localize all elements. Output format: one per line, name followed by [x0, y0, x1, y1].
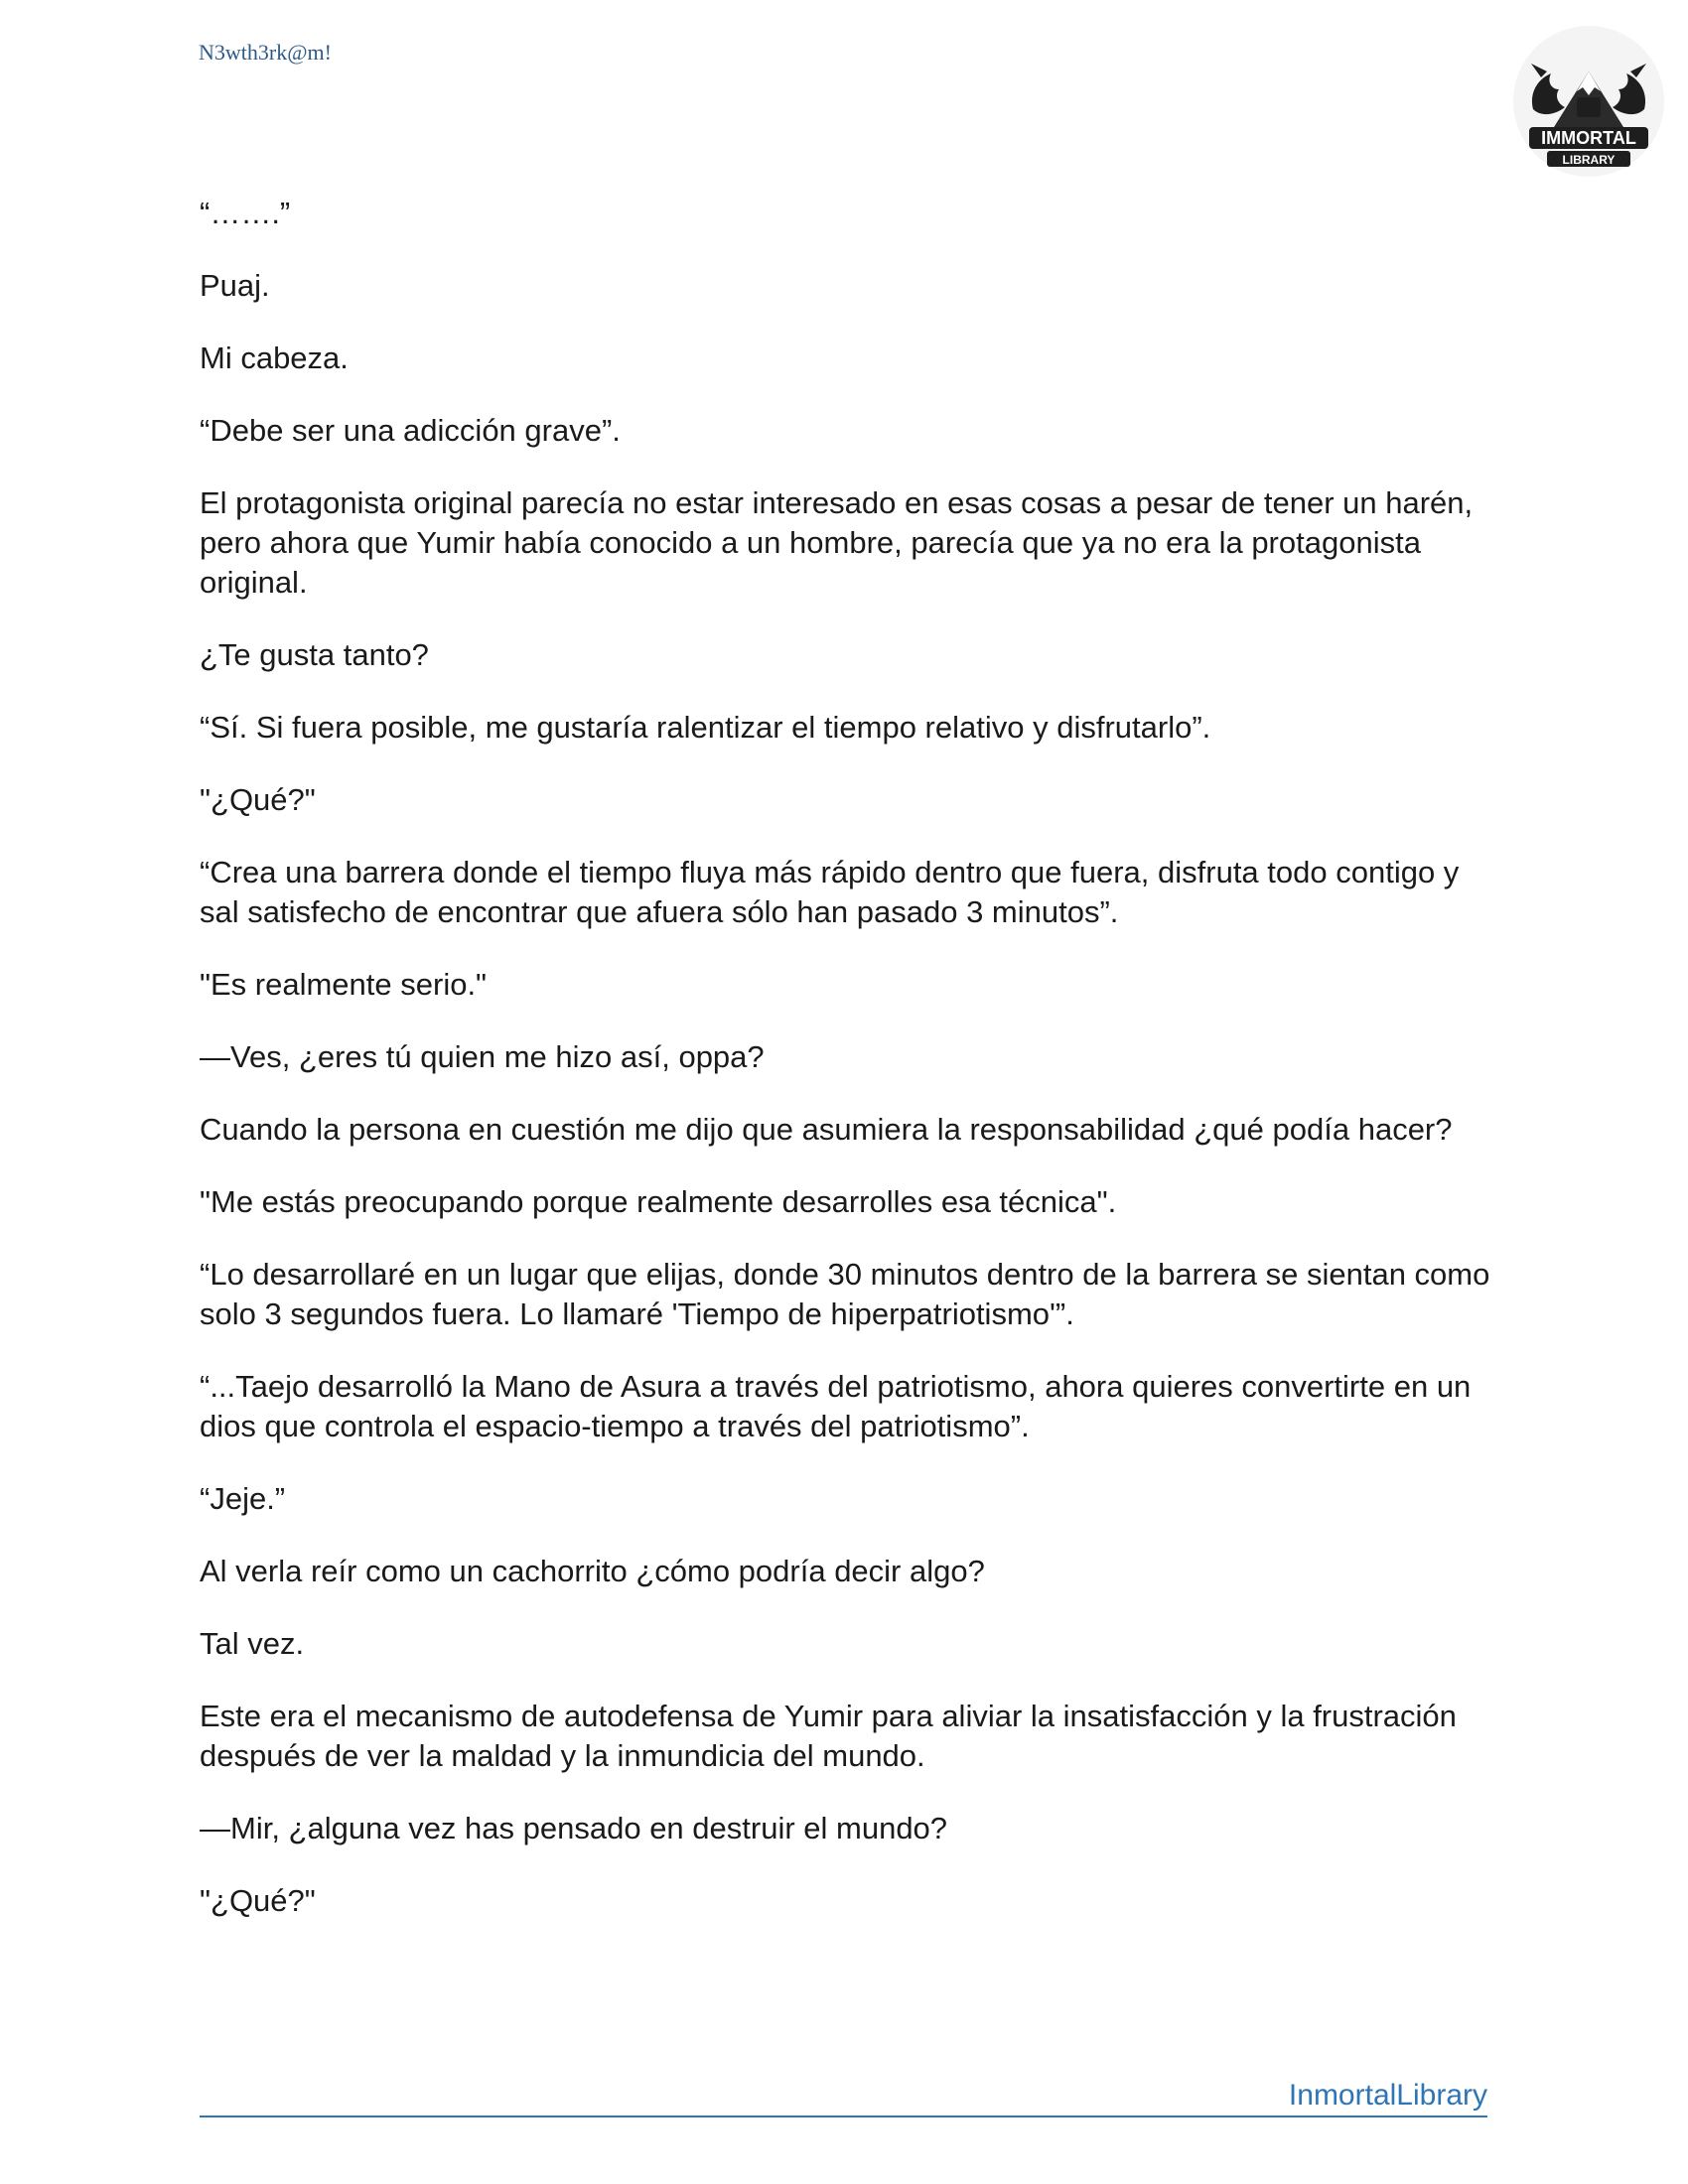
footer-divider — [200, 2116, 1487, 2117]
paragraph: “...Taejo desarrolló la Mano de Asura a través del patriotismo, ahora quieres convertirte en un dios que controla el espacio-tiempo a través del patriotismo”. — [200, 1369, 1472, 1443]
watermark-text: N3wth3rk@m! — [199, 40, 332, 65]
paragraph: "Me estás preocupando porque realmente desarrolles esa técnica". — [200, 1184, 1117, 1219]
document-body — [200, 194, 1490, 1954]
paragraph: Puaj. — [200, 268, 270, 303]
paragraph: ¿Te gusta tanto? — [200, 637, 429, 672]
footer-link[interactable]: InmortalLibrary — [1288, 2079, 1487, 2112]
immortal-library-logo — [1511, 24, 1666, 179]
paragraph: “Sí. Si fuera posible, me gustaría ralentizar el tiempo relativo y disfrutarlo”. — [200, 710, 1211, 745]
paragraph: Tal vez. — [200, 1626, 305, 1661]
paragraph: “Debe ser una adicción grave”. — [200, 413, 621, 448]
paragraph: El protagonista original parecía no estar interesado en esas cosas a pesar de tener un harén, pero ahora que Yumir había conocido a un hombre, parecía que ya no era la protagonista original. — [200, 485, 1474, 600]
paragraph: “Crea una barrera donde el tiempo fluya más rápido dentro que fuera, disfruta todo contigo y sal satisfecho de encontrar que afuera sólo han pasado 3 minutos”. — [200, 855, 1460, 929]
paragraph: "¿Qué?" — [200, 782, 316, 817]
logo-text-bottom: LIBRARY — [1562, 153, 1616, 167]
paragraph: "¿Qué?" — [200, 1883, 316, 1918]
paragraph: "Es realmente serio." — [200, 967, 488, 1002]
paragraph: “Jeje.” — [200, 1481, 286, 1516]
paragraph: “…….” — [200, 196, 291, 230]
paragraph: Al verla reír como un cachorrito ¿cómo podría decir algo? — [200, 1554, 985, 1588]
paragraph: “Lo desarrollaré en un lugar que elijas, donde 30 minutos dentro de la barrera se sientan como solo 3 segundos fuera. Lo llamaré 'Tiempo de hiperpatriotismo'”. — [200, 1257, 1490, 1331]
logo-text-top: IMMORTAL — [1541, 128, 1636, 148]
paragraph: —Mir, ¿alguna vez has pensado en destruir el mundo? — [200, 1811, 948, 1845]
paragraph: Cuando la persona en cuestión me dijo que asumiera la responsabilidad ¿qué podía hacer? — [200, 1112, 1453, 1147]
paragraph: Mi cabeza. — [200, 341, 349, 375]
paragraph: —Ves, ¿eres tú quien me hizo así, oppa? — [200, 1039, 765, 1074]
paragraph: Este era el mecanismo de autodefensa de Yumir para aliviar la insatisfacción y la frustración después de ver la maldad y la inmundicia del mundo. — [200, 1699, 1457, 1773]
